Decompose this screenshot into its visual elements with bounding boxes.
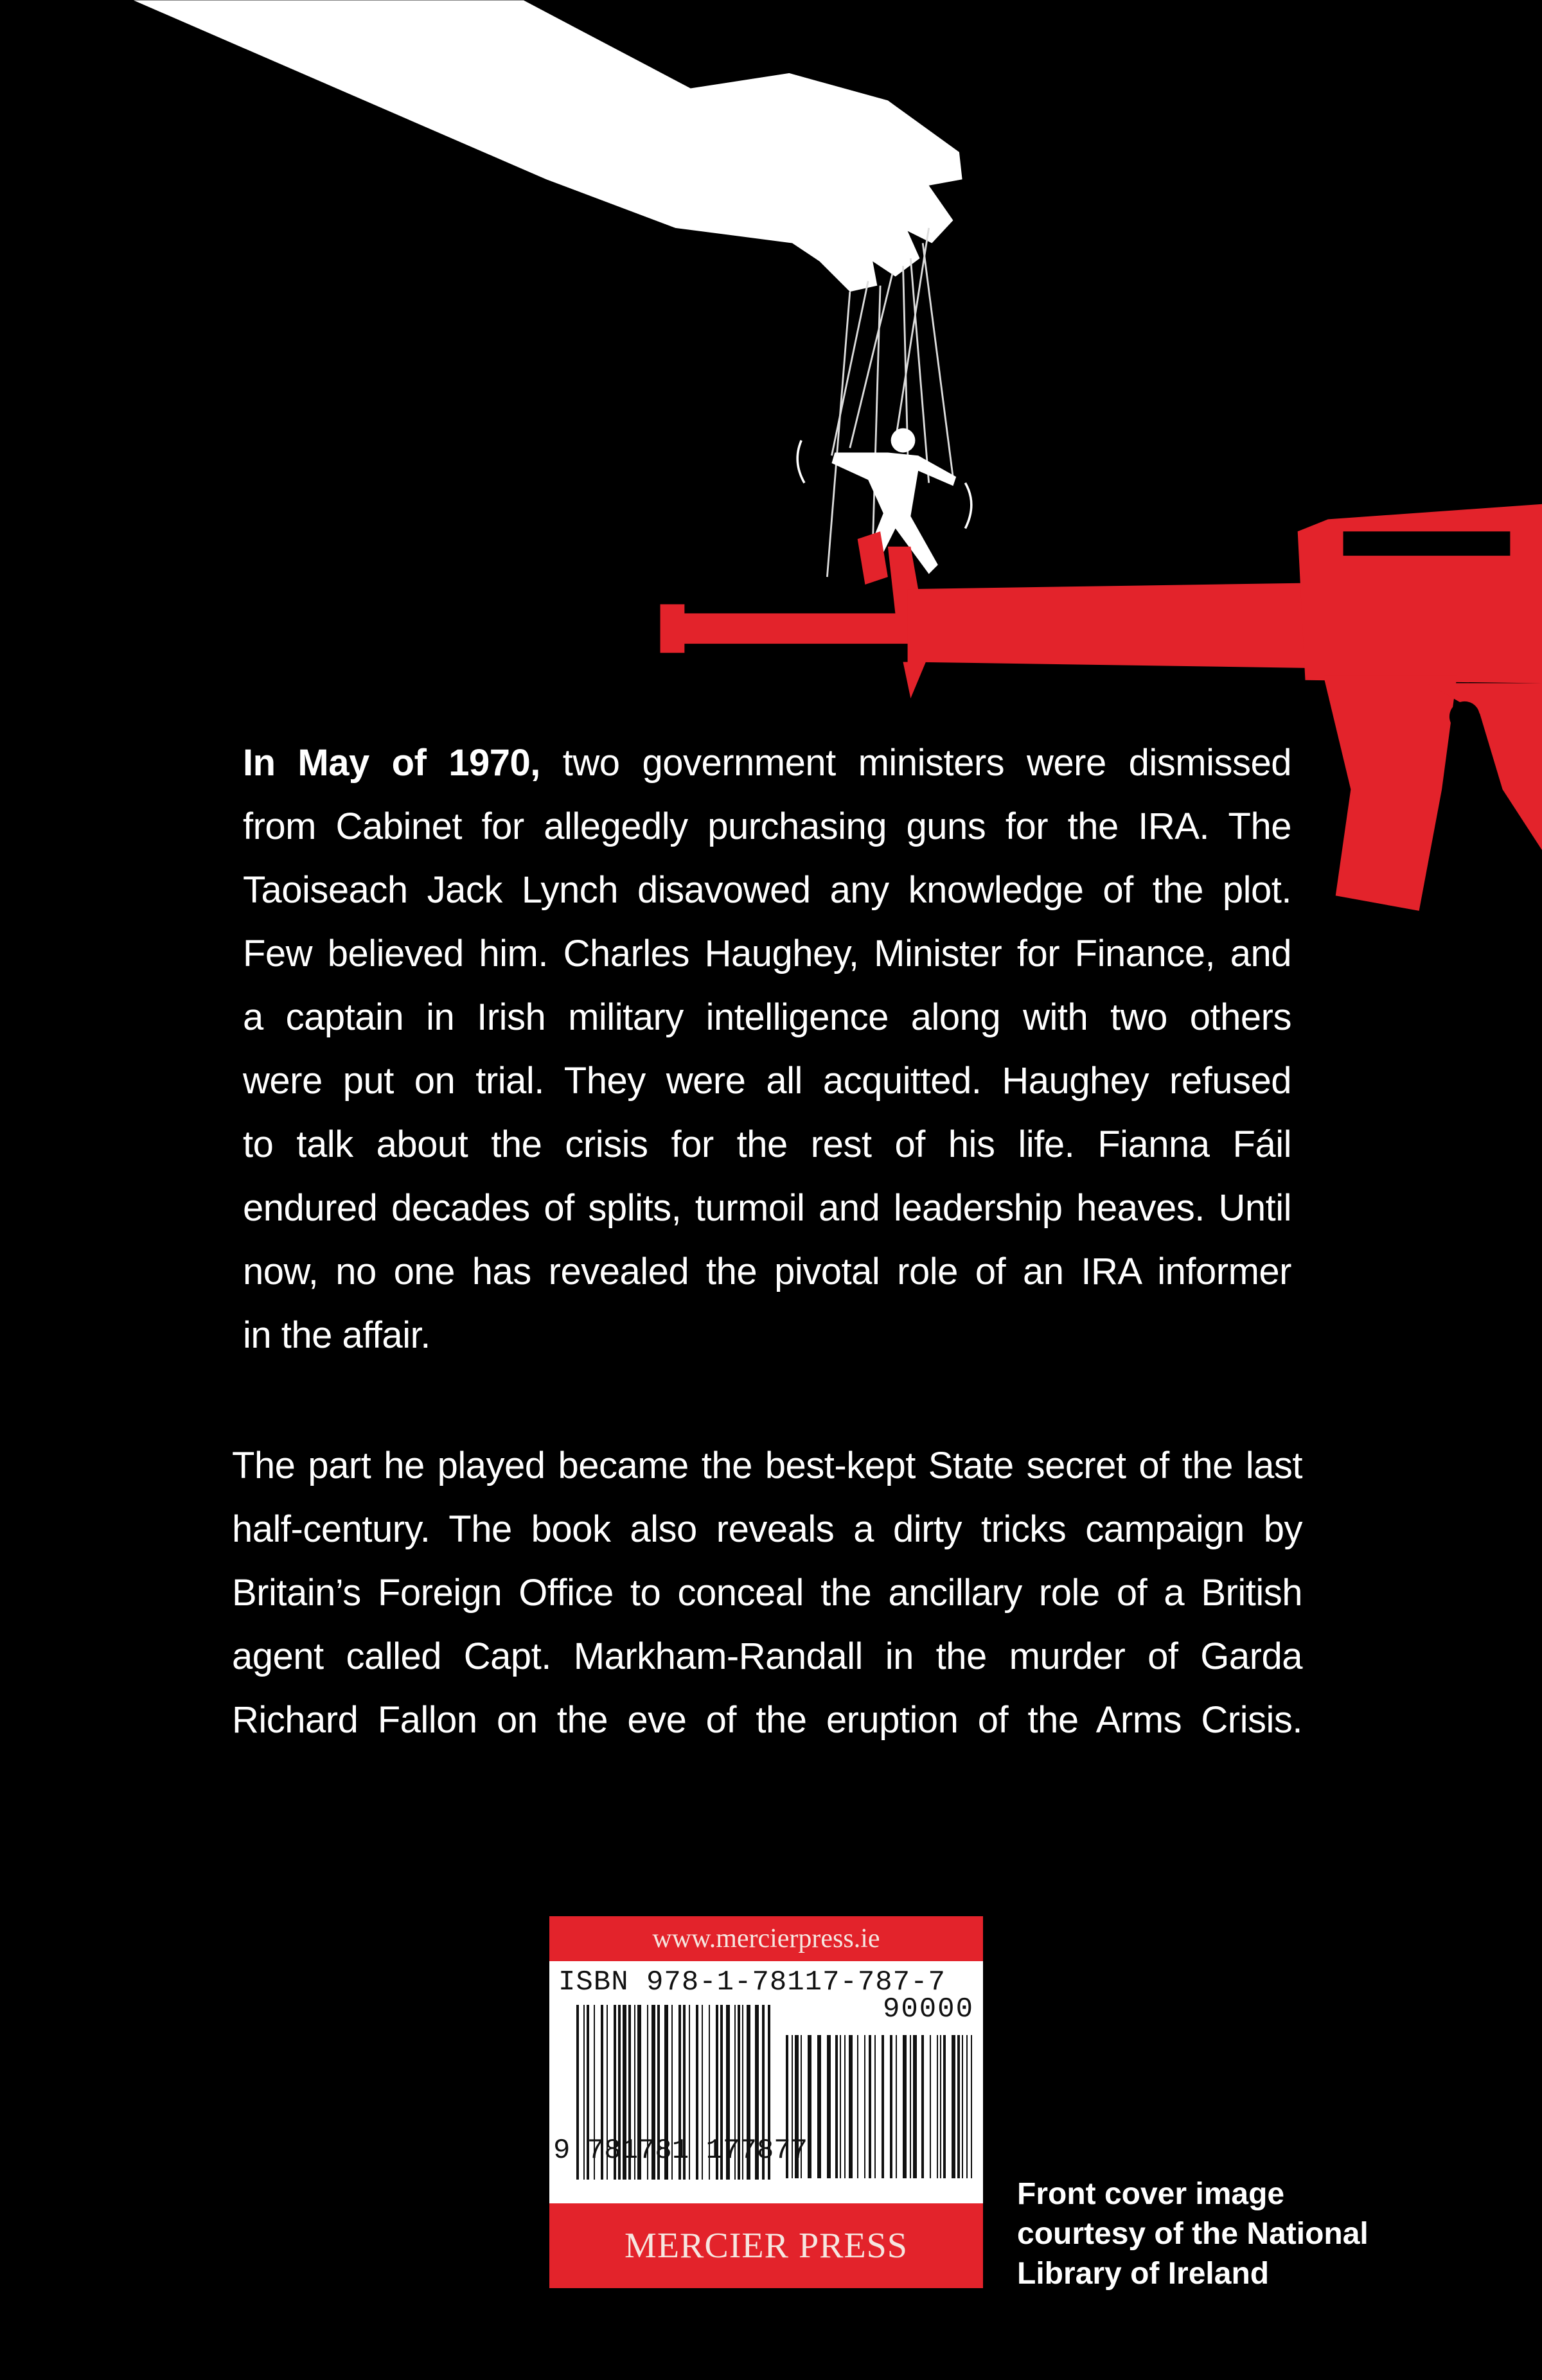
barcode-panel <box>549 1916 983 2288</box>
credit-line: Front cover image <box>1017 2177 1285 2211</box>
barcode-bar <box>952 2035 955 2178</box>
barcode-bar <box>890 2035 892 2178</box>
blurb-line: from Cabinet for allegedly purchasing guns for the IRA. The <box>243 806 1291 847</box>
barcode-bar <box>940 2035 941 2178</box>
barcode-bar <box>966 2035 968 2178</box>
publisher-website: www.mercierpress.ie <box>549 1916 983 1961</box>
barcode-bar <box>857 2035 858 2178</box>
barcode-bar <box>921 2035 924 2178</box>
barcode-bar <box>874 2035 876 2178</box>
barcode-bar <box>844 2035 846 2178</box>
barcode-bar <box>943 2035 946 2178</box>
barcode-bar <box>840 2035 841 2178</box>
barcode-bar <box>882 2035 884 2178</box>
barcode-bar <box>913 2035 917 2178</box>
blurb-line: Britain’s Foreign Office to conceal the ancillary role of a British <box>232 1572 1302 1614</box>
barcode-bar <box>808 2035 811 2178</box>
barcode-bar <box>896 2035 897 2178</box>
blurb-paragraph-1 <box>243 731 1291 1367</box>
puppeteer-hand-icon <box>134 1 962 292</box>
barcode-bar <box>962 2035 963 2178</box>
blurb-line: Taoiseach Jack Lynch disavowed any knowledge of the plot. <box>243 869 1291 911</box>
isbn-number: ISBN 978-1-78117-787-7 <box>558 1966 946 1998</box>
barcode-bar <box>957 2035 960 2178</box>
credit-line: Library of Ireland <box>1017 2257 1270 2291</box>
barcode-bar <box>971 2035 972 2178</box>
blurb-line: endured decades of splits, turmoil and leadership heaves. Until <box>243 1187 1291 1229</box>
blurb-line: a captain in Irish military intelligence along with two others <box>243 996 1291 1038</box>
barcode-bar <box>827 2035 831 2178</box>
barcode-bar <box>864 2035 865 2178</box>
blurb-line: agent called Capt. Markham-Randall in the murder of Garda <box>232 1635 1302 1677</box>
blurb-line: to talk about the crisis for the rest of his life. Fianna Fáil <box>243 1124 1291 1165</box>
barcode-bar <box>835 2035 838 2178</box>
blurb-line: were put on trial. They were all acquitted. Haughey refused <box>243 1060 1291 1102</box>
barcode-bar <box>817 2035 821 2178</box>
blurb-line: Few believed him. Charles Haughey, Minister for Finance, and <box>243 933 1291 974</box>
blurb-lead: In May of 1970, <box>243 742 540 784</box>
blurb-paragraph-2 <box>232 1434 1302 1752</box>
barcode-bar <box>910 2035 911 2178</box>
barcode-bar <box>849 2035 853 2178</box>
barcode-bar <box>930 2035 931 2178</box>
blurb-line: half-century. The book also reveals a dirty tricks campaign by <box>232 1508 1302 1550</box>
barcode-addon-digits: 90000 <box>882 1993 974 2025</box>
blurb-line: Richard Fallon on the eve of the eruption of the Arms Crisis. <box>232 1699 1302 1741</box>
publisher-name: MERCIER PRESS <box>549 2203 983 2288</box>
blurb-line: in the affair. <box>243 1314 430 1356</box>
barcode-bar <box>903 2035 907 2178</box>
blurb-line: now, no one has revealed the pivotal role of an IRA informer <box>243 1251 1291 1292</box>
blurb-line: In May of 1970, two government ministers were dismissed <box>243 742 1291 784</box>
ean-digits: 9 781781 177877 <box>553 2135 808 2167</box>
cover-image-credit <box>1017 2174 1369 2294</box>
barcode-bar <box>869 2035 871 2178</box>
barcode-bar <box>937 2035 938 2178</box>
credit-line: courtesy of the National <box>1017 2217 1369 2251</box>
puppet-figure-icon <box>797 428 971 585</box>
blurb-line: The part he played became the best-kept State secret of the last <box>232 1445 1302 1486</box>
